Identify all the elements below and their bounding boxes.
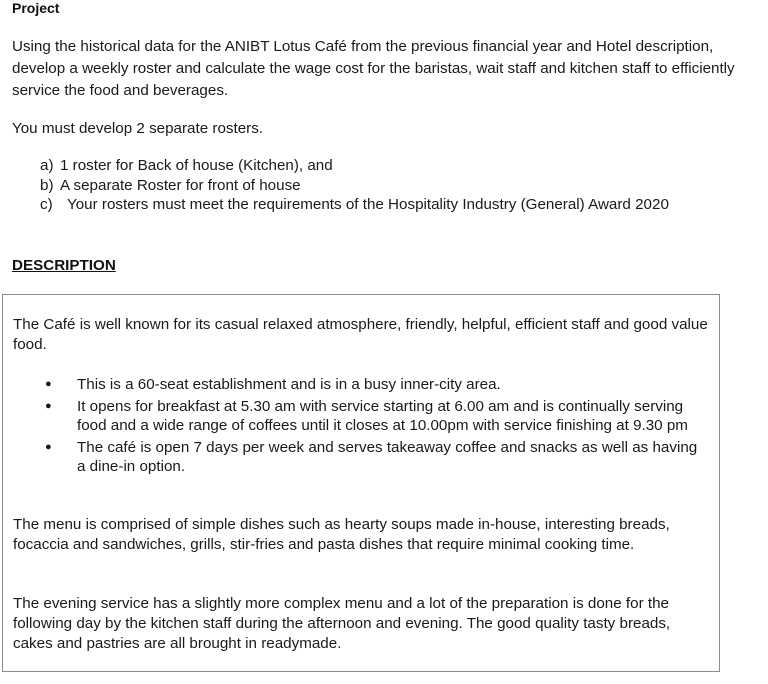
bullet-text: This is a 60-seat establishment and is in a busy inner-city area. (77, 376, 501, 393)
evening-paragraph: The evening service has a slightly more complex menu and a lot of the preparation is done for the following day by the kitchen staff during the afternoon and evening. The good quality tasty breads, cakes and pastries are all brought in readymade. (13, 595, 671, 652)
description-box (2, 294, 720, 672)
bullet-icon: ● (45, 399, 52, 412)
description-bullets (43, 375, 703, 479)
list-item (43, 375, 703, 395)
requirement-paragraph: You must develop 2 separate rosters. (12, 120, 264, 137)
list-item (43, 397, 703, 436)
list-item (43, 438, 703, 477)
bullet-icon: ● (45, 440, 52, 453)
description-heading: DESCRIPTION (12, 257, 116, 274)
roster-list (40, 156, 740, 215)
roster-item-text: Your rosters must meet the requirements of the Hospitality Industry (General) Award 2020 (67, 196, 669, 213)
menu-paragraph: The menu is comprised of simple dishes such as hearty soups made in-house, interesting breads, focaccia and sandwiches, grills, stir-fries and pasta dishes that require minimal cooking time. (13, 516, 670, 553)
bullet-text: It opens for breakfast at 5.30 am with service starting at 6.00 am and is continually serving food and a wide range of coffees until it closes at 10.00pm with service finishing at 9.30 pm (77, 397, 688, 435)
bullet-text: The café is open 7 days per week and serves takeaway coffee and snacks as well as having a dine-in option. (77, 438, 698, 476)
bullet-icon: ● (45, 378, 52, 390)
roster-item-marker: a) (40, 157, 54, 174)
roster-item-text: A separate Roster for front of house (60, 176, 301, 194)
roster-item-a (40, 156, 740, 176)
roster-item-c (40, 195, 740, 215)
project-heading: Project (12, 0, 60, 16)
roster-item-marker: b) (40, 176, 54, 194)
roster-item-text: 1 roster for Back of house (Kitchen), and (60, 157, 333, 174)
roster-item-marker: c) (40, 196, 53, 213)
description-intro: The Café is well known for its casual relaxed atmosphere, friendly, helpful, efficient staff and good value food. (13, 316, 708, 353)
intro-paragraph: Using the historical data for the ANIBT Lotus Café from the previous financial year and Hotel description, develop a weekly roster and calculate the wage cost for the baristas, wait staff and kitchen staff to efficiently service the food and beverages. (12, 38, 735, 99)
roster-item-b (40, 176, 740, 196)
